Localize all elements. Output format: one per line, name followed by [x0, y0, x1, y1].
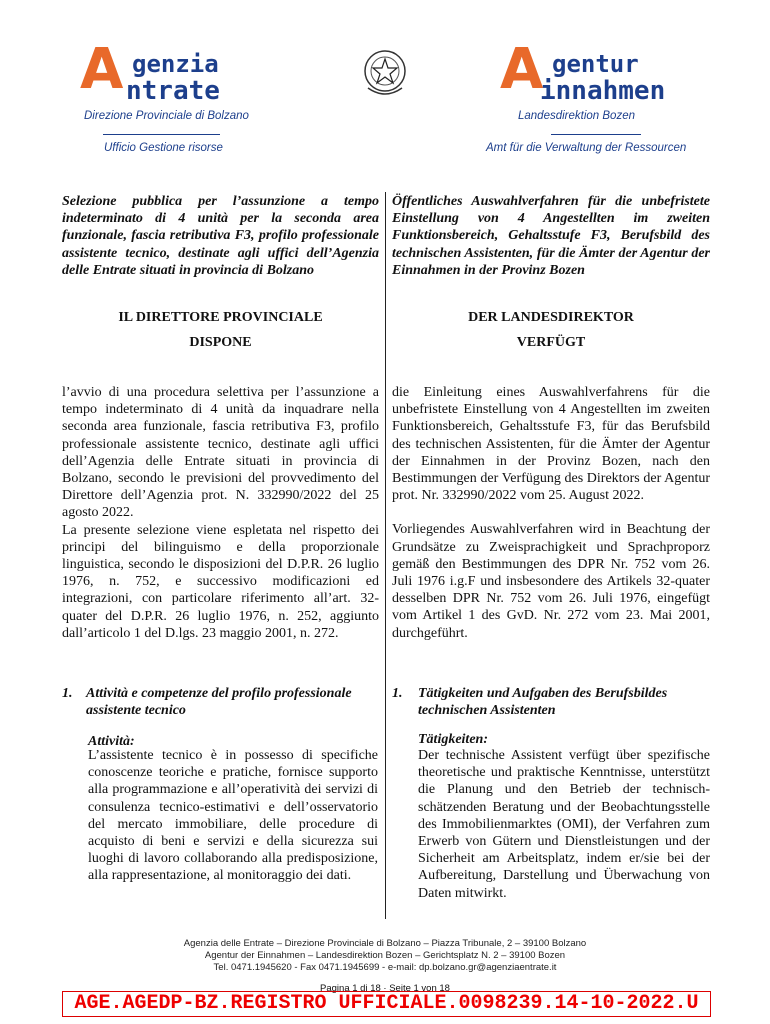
left-heading-dispone: DISPONE — [189, 335, 252, 350]
right-header-rule — [551, 134, 641, 135]
left-paragraph-2: La presente selezione viene espletata nel rispetto dei principi del bilinguismo e della proporzionale linguistica, secondo le disposizioni del D.P.R. 26 luglio 1976, n. 752, e successivo modificazioni ed integrazioni, con particolare riferimento all’art. 32-quater del D.P.R. 26 luglio 1976, n. 252, aggiunto dall’articolo 1 del D.lgs. 23 maggio 2001, n. 272. — [62, 522, 379, 641]
column-divider — [385, 192, 386, 919]
left-section-title: Attività e competenze del profilo professionale assistente tecnico — [86, 686, 352, 719]
italian-republic-emblem-icon — [360, 44, 410, 100]
right-title: Öffentliches Auswahlverfahren für die unbefristete Einstellung von 4 Angestellten im zweiten Funktionsbereich, Gehaltsstufe F3, Berufsbild des technischen Assistenten, für die Ämter der Agentur der Einnahmen in der Provinz Bozen — [392, 194, 710, 278]
logo-word-einnahmen: innahmen — [540, 76, 666, 106]
agenzia-entrate-logo — [80, 37, 280, 110]
footer-address-de: Agentur der Einnahmen – Landesdirektion Bozen – Gerichtsplatz N. 2 – 39100 Bozen — [204, 950, 566, 961]
logo-letter-a-de: A — [500, 37, 544, 102]
right-office-name: Landesdirektion Bozen — [518, 110, 635, 122]
right-heading-director: DER LANDESDIREKTOR — [468, 310, 634, 325]
right-section-heading — [392, 685, 710, 719]
page-number: Pagina 1 di 18 · Seite 1 von 18 — [320, 983, 450, 994]
right-section-number: 1. — [392, 686, 403, 701]
left-paragraph-1: l’avvio di una procedura selettiva per l’assunzione a tempo indeterminato di 4 unità da inquadrare nella seconda area funzionale, fascia retributiva F3, profilo professionale assistente tecnico, destinate agli uffici dell’Agenzia delle Entrate situati in provincia di Bolzano, secondo le previsioni del provvedimento del Direttore dell’Agenzia prot. N. 332990/2022 del 25 agosto 2022. — [62, 385, 379, 521]
protocol-stamp: AGE.AGEDP-BZ.REGISTRO UFFICIALE.0098239.14-10-2022.U — [62, 991, 711, 1017]
agentur-einnahmen-logo — [500, 37, 700, 110]
left-section-number: 1. — [62, 686, 73, 701]
right-activity-title: Tätigkeiten: — [418, 732, 488, 747]
right-paragraph-2: Vorliegendes Auswahlverfahren wird in Beachtung der Grundsätze zu Zweisprachigkeit und Sprachproporz gemäß den Bestimmungen des DPR Nr. 752 vom 26. Juli 1976 i.g.F und insbesondere des Artikels 32-quater desselben DPR Nr. 752 vom 26. Juli 1976, eingefügt vom Artikel 1 des GvD. Nr. 272 vom 23. Mai 2001, durchgeführt. — [392, 522, 710, 641]
right-activity-text: Der technische Assistent verfügt über spezifische theoretische und praktische Kenntnisse, unterstützt die Planung und den Betrieb der technisch-schätzenden Beratung und der Beobachtungsstelle des Immobilienmarktes (OMI), der Verfahren zum Erwerb von Gütern und Dienstleistungen und der Sicherheit am Arbeitsplatz, indem er/sie bei der Aufbereitung, Darstellung und Überwachung von Daten mitwirkt. — [418, 748, 710, 901]
logo-letter-a: A — [80, 37, 124, 102]
footer-address-it: Agenzia delle Entrate – Direzione Provinciale di Bolzano – Piazza Tribunale, 2 – 39100 Bolzano — [183, 938, 587, 949]
right-section-title: Tätigkeiten und Aufgaben des Berufsbildes technischen Assistenten — [418, 686, 668, 719]
right-body — [392, 384, 710, 642]
left-body — [62, 384, 379, 642]
left-office-name: Direzione Provinciale di Bolzano — [84, 110, 249, 122]
left-header-rule — [103, 134, 220, 135]
left-title: Selezione pubblica per l’assunzione a tempo indeterminato di 4 unità per la seconda area funzionale, fascia retributiva F3, profilo professionale assistente tecnico, destinate agli uffici dell’Agenzia delle Entrate situati in provincia di Bolzano — [62, 194, 379, 278]
right-paragraph-1: die Einleitung eines Auswahlverfahrens für die unbefristete Einstellung von 4 Angestellten im zweiten Funktionsbereich, Gehaltsstufe F3, für das Berufsbild des technischen Assistenten, für die Ämter der Agentur der Einnahmen in der Provinz Bozen, nach den Bestimmungen der Verfügung des Direktors der Agentur prot. Nr. 332990/2022 vom 25. August 2022. — [392, 385, 710, 504]
right-unit-name: Amt für die Verwaltung der Ressourcen — [486, 142, 687, 154]
left-heading-director: IL DIRETTORE PROVINCIALE — [118, 310, 323, 325]
logo-word-genzia: genzia — [132, 50, 219, 78]
right-heading-verfuegt: VERFÜGT — [516, 335, 586, 350]
logo-word-ntrate: ntrate — [126, 76, 220, 106]
footer-contacts: Tel. 0471.1945620 - Fax 0471.1945699 - e-mail: dp.bolzano.gr@agenziaentrate.it — [213, 962, 557, 973]
left-unit-name: Ufficio Gestione risorse — [104, 142, 223, 154]
logo-word-gentur: gentur — [552, 50, 639, 78]
left-activity-text: L’assistente tecnico è in possesso di specifiche conoscenze teoriche e pratiche, fornisce supporto alla programmazione e all’operatività dei servizi di consulenza tecnico-estimativi e dell’osservatorio del mercato immobiliare, delle procedure di acquisto di beni e servizi e della sicurezza sui luoghi di lavoro collaborando alla predisposizione, alla rappresentazione, al monitoraggio dei dati. — [88, 748, 378, 884]
left-activity-title: Attività: — [88, 734, 135, 749]
left-section-heading — [62, 685, 379, 719]
